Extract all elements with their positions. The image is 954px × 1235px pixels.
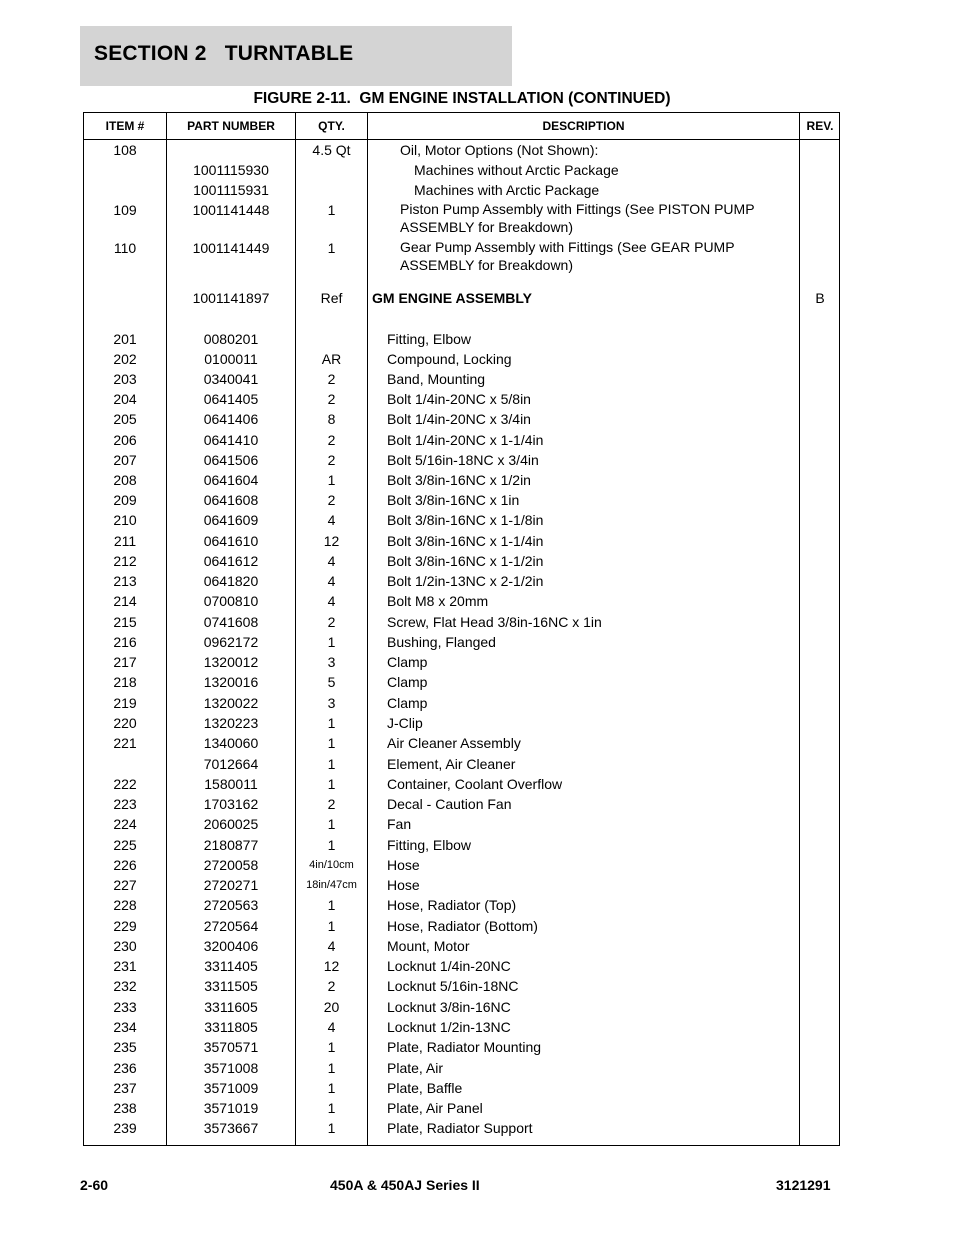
part-number: 1580011 <box>204 776 258 792</box>
part-number: 1001141448 <box>192 202 270 218</box>
description: Plate, Baffle <box>387 1080 463 1096</box>
description: Bolt 3/8in-16NC x 1-1/4in <box>387 533 544 549</box>
quantity: 4 <box>327 512 336 528</box>
description: Hose <box>387 877 420 893</box>
header-qty: QTY. <box>318 119 345 133</box>
item-number: 236 <box>113 1060 137 1076</box>
item-number: 213 <box>113 573 137 589</box>
description: Band, Mounting <box>387 371 486 387</box>
description: Element, Air Cleaner <box>387 756 516 772</box>
quantity: 12 <box>323 533 340 549</box>
item-number: 205 <box>113 411 137 427</box>
table-row <box>84 694 839 714</box>
description: Fitting, Elbow <box>387 837 472 853</box>
item-number: 222 <box>113 776 137 792</box>
table-row <box>84 532 839 552</box>
table-row <box>84 1018 839 1038</box>
part-number: 1703162 <box>203 796 259 812</box>
description: Machines with Arctic Package <box>414 182 600 198</box>
item-number: 202 <box>113 351 137 367</box>
section-title: SECTION 2 TURNTABLE <box>94 42 354 65</box>
quantity: 1 <box>327 1060 336 1076</box>
description: Locknut 3/8in-16NC <box>387 999 511 1015</box>
table-row <box>84 937 839 957</box>
part-number: 3571009 <box>203 1080 259 1096</box>
item-number: 239 <box>113 1120 137 1136</box>
description: Gear Pump Assembly with Fittings (See GEAR PUMP ASSEMBLY for Breakdown) <box>400 239 735 273</box>
part-number: 3311505 <box>204 978 258 994</box>
description: Bolt 3/8in-16NC x 1-1/2in <box>387 553 544 569</box>
description: Mount, Motor <box>387 938 470 954</box>
description: J-Clip <box>387 715 423 731</box>
item-number: 108 <box>113 142 137 158</box>
item-number: 221 <box>113 735 137 751</box>
part-number: 0641609 <box>203 512 259 528</box>
description: Plate, Air Panel <box>387 1100 483 1116</box>
item-number: 233 <box>113 999 137 1015</box>
table-row <box>84 471 839 491</box>
quantity: 1 <box>327 715 336 731</box>
part-number: 2060025 <box>203 816 259 832</box>
table-row <box>84 181 839 201</box>
description: Plate, Air <box>387 1060 444 1076</box>
item-number: 201 <box>113 331 137 347</box>
description: Piston Pump Assembly with Fittings (See PISTON PUMP ASSEMBLY for Breakdown) <box>400 201 755 235</box>
part-number: 3311805 <box>204 1019 258 1035</box>
part-number: 0641610 <box>203 533 259 549</box>
table-row <box>84 755 839 775</box>
description: Locknut 5/16in-18NC <box>387 978 519 994</box>
quantity: 2 <box>327 796 336 812</box>
part-number: 1320022 <box>203 695 259 711</box>
description: Hose, Radiator (Top) <box>387 897 517 913</box>
quantity: 1 <box>327 735 336 751</box>
figure-title: FIGURE 2-11. GM ENGINE INSTALLATION (CONTINUED) <box>253 90 671 107</box>
table-row <box>84 734 839 754</box>
quantity: 4 <box>327 938 336 954</box>
description: Bolt 1/4in-20NC x 5/8in <box>387 391 531 407</box>
item-number: 234 <box>113 1019 137 1035</box>
table-row <box>84 815 839 835</box>
table-row <box>84 1099 839 1119</box>
item-number: 212 <box>113 553 137 569</box>
table-row <box>84 1059 839 1079</box>
description: Hose <box>387 857 420 873</box>
description: Fitting, Elbow <box>387 331 472 347</box>
header-item: ITEM # <box>105 119 145 133</box>
quantity: 1 <box>327 776 336 792</box>
description: Bushing, Flanged <box>387 634 496 650</box>
description: Machines without Arctic Package <box>414 162 619 178</box>
model-name: 450A & 450AJ Series II <box>330 1177 480 1193</box>
quantity: 3 <box>327 654 336 670</box>
item-number: 225 <box>113 837 137 853</box>
part-number: 1320016 <box>203 674 259 690</box>
table-row <box>84 141 839 161</box>
table-row <box>84 201 839 235</box>
quantity: 1 <box>327 918 336 934</box>
item-number: 220 <box>113 715 137 731</box>
part-number: 0641820 <box>203 573 259 589</box>
part-number: 0741608 <box>203 614 259 630</box>
description: Compound, Locking <box>387 351 512 367</box>
quantity: 1 <box>327 1039 336 1055</box>
description: Bolt 1/4in-20NC x 3/4in <box>387 411 531 427</box>
table-row <box>84 714 839 734</box>
part-number: 7012664 <box>203 756 259 772</box>
table-row <box>84 592 839 612</box>
table-row <box>84 673 839 693</box>
part-number: 0641608 <box>203 492 259 508</box>
part-number: 1001141897 <box>192 290 270 306</box>
quantity: 1 <box>327 816 336 832</box>
part-number: 0641604 <box>203 472 259 488</box>
revision: B <box>815 290 825 306</box>
item-number: 226 <box>113 857 137 873</box>
quantity: Ref <box>320 290 343 306</box>
quantity: 1 <box>327 1080 336 1096</box>
quantity: 4 <box>327 553 336 569</box>
table-row <box>84 1079 839 1099</box>
table-row <box>84 876 839 896</box>
part-number: 0700810 <box>203 593 259 609</box>
item-number: 216 <box>113 634 137 650</box>
part-number: 1001115930 <box>193 162 269 178</box>
quantity: 8 <box>327 411 336 427</box>
quantity: 12 <box>323 958 340 974</box>
part-number: 2720563 <box>203 897 259 913</box>
item-number: 228 <box>113 897 137 913</box>
item-number: 219 <box>113 695 137 711</box>
table-row <box>84 410 839 430</box>
quantity: 1 <box>327 837 336 853</box>
quantity: 1 <box>327 240 336 256</box>
quantity: 2 <box>327 978 336 994</box>
part-number: 0641506 <box>203 452 259 468</box>
quantity: 18in/47cm <box>306 879 357 891</box>
quantity: 20 <box>323 999 340 1015</box>
document-number: 3121291 <box>776 1177 831 1193</box>
part-number: 0100011 <box>204 351 258 367</box>
item-number: 208 <box>113 472 137 488</box>
description: Bolt 3/8in-16NC x 1in <box>387 492 520 508</box>
quantity: 4 <box>327 1019 336 1035</box>
item-number: 227 <box>113 877 137 893</box>
table-row <box>84 795 839 815</box>
item-number: 215 <box>113 614 137 630</box>
description: Screw, Flat Head 3/8in-16NC x 1in <box>387 614 602 630</box>
table-row <box>84 856 839 876</box>
table-row <box>84 239 839 273</box>
part-number: 0962172 <box>203 634 259 650</box>
table-row <box>84 917 839 937</box>
description: Clamp <box>387 695 428 711</box>
table-row <box>84 1038 839 1058</box>
description: Locknut 1/2in-13NC <box>387 1019 511 1035</box>
part-number: 2720564 <box>203 918 259 934</box>
quantity: 2 <box>327 391 336 407</box>
item-number: 224 <box>113 816 137 832</box>
quantity: 2 <box>327 371 336 387</box>
item-number: 230 <box>113 938 137 954</box>
item-number: 232 <box>113 978 137 994</box>
item-number: 231 <box>113 958 137 974</box>
table-row <box>84 350 839 370</box>
item-number: 209 <box>113 492 137 508</box>
table-row <box>84 896 839 916</box>
header-part-number: PART NUMBER <box>187 119 275 133</box>
table-row <box>84 451 839 471</box>
item-number: 235 <box>113 1039 137 1055</box>
quantity: 2 <box>327 432 336 448</box>
quantity: 2 <box>327 452 336 468</box>
description: Clamp <box>387 674 428 690</box>
quantity: 1 <box>327 472 336 488</box>
quantity: 1 <box>327 202 336 218</box>
part-number: 0641406 <box>203 411 259 427</box>
description: Decal - Caution Fan <box>387 796 512 812</box>
description: Bolt 1/4in-20NC x 1-1/4in <box>387 432 544 448</box>
part-number: 3573667 <box>203 1120 259 1136</box>
part-number: 1320223 <box>203 715 259 731</box>
part-number: 0080201 <box>203 331 259 347</box>
table-row <box>84 613 839 633</box>
item-number: 207 <box>113 452 137 468</box>
description: Plate, Radiator Mounting <box>387 1039 542 1055</box>
item-number: 204 <box>113 391 137 407</box>
quantity: 4 <box>327 573 336 589</box>
description: Bolt M8 x 20mm <box>387 593 489 609</box>
page-number: 2-60 <box>80 1177 109 1193</box>
table-row <box>84 161 839 181</box>
table-row <box>84 653 839 673</box>
quantity: 4.5 Qt <box>312 142 351 158</box>
table-row <box>84 390 839 410</box>
part-number: 3571019 <box>203 1100 259 1116</box>
quantity: AR <box>321 351 342 367</box>
description: Oil, Motor Options (Not Shown): <box>400 142 599 158</box>
table-row <box>84 491 839 511</box>
description: Plate, Radiator Support <box>387 1120 533 1136</box>
part-number: 1340060 <box>203 735 259 751</box>
quantity: 3 <box>327 695 336 711</box>
part-number: 0641405 <box>203 391 259 407</box>
table-row <box>84 511 839 531</box>
description: Air Cleaner Assembly <box>387 735 521 751</box>
description: GM ENGINE ASSEMBLY <box>372 290 532 306</box>
part-number: 1320012 <box>203 654 259 670</box>
part-number: 3570571 <box>203 1039 259 1055</box>
item-number: 217 <box>113 654 137 670</box>
quantity: 1 <box>327 756 336 772</box>
quantity: 5 <box>327 674 336 690</box>
item-number: 110 <box>113 240 137 256</box>
quantity: 1 <box>327 1120 336 1136</box>
parts-table <box>83 112 840 1146</box>
quantity: 2 <box>327 614 336 630</box>
header-divider <box>84 139 839 140</box>
table-row <box>84 552 839 572</box>
part-number: 3571008 <box>203 1060 259 1076</box>
description: Clamp <box>387 654 428 670</box>
table-row <box>84 836 839 856</box>
table-row <box>84 330 839 350</box>
quantity: 2 <box>327 492 336 508</box>
item-number: 203 <box>113 371 137 387</box>
header-description: DESCRIPTION <box>542 119 625 133</box>
item-number: 211 <box>113 533 137 549</box>
quantity: 1 <box>327 634 336 650</box>
quantity: 1 <box>327 897 336 913</box>
item-number: 210 <box>113 512 137 528</box>
description: Locknut 1/4in-20NC <box>387 958 511 974</box>
quantity: 4in/10cm <box>309 859 354 871</box>
part-number: 3311605 <box>204 999 258 1015</box>
part-number: 2720271 <box>203 877 259 893</box>
table-row <box>84 572 839 592</box>
table-row <box>84 775 839 795</box>
part-number: 3311405 <box>204 958 258 974</box>
section-header <box>80 26 512 86</box>
table-row <box>84 977 839 997</box>
description: Bolt 5/16in-18NC x 3/4in <box>387 452 539 468</box>
header-rev: REV. <box>806 119 834 133</box>
quantity: 4 <box>327 593 336 609</box>
part-number: 0641410 <box>203 432 259 448</box>
part-number: 0641612 <box>203 553 259 569</box>
item-number: 237 <box>113 1080 137 1096</box>
item-number: 223 <box>113 796 137 812</box>
part-number: 1001141449 <box>192 240 270 256</box>
item-number: 238 <box>113 1100 137 1116</box>
part-number: 2720058 <box>203 857 259 873</box>
quantity: 1 <box>327 1100 336 1116</box>
table-row <box>84 289 839 309</box>
item-number: 214 <box>113 593 137 609</box>
description: Hose, Radiator (Bottom) <box>387 918 538 934</box>
item-number: 229 <box>113 918 137 934</box>
table-row <box>84 431 839 451</box>
table-row <box>84 633 839 653</box>
description: Container, Coolant Overflow <box>387 776 563 792</box>
item-number: 218 <box>113 674 137 690</box>
table-row <box>84 998 839 1018</box>
item-number: 109 <box>113 202 137 218</box>
part-number: 0340041 <box>203 371 259 387</box>
table-row <box>84 1119 839 1139</box>
description: Fan <box>387 816 412 832</box>
table-row <box>84 957 839 977</box>
description: Bolt 3/8in-16NC x 1-1/8in <box>387 512 544 528</box>
description: Bolt 3/8in-16NC x 1/2in <box>387 472 531 488</box>
item-number: 206 <box>113 432 137 448</box>
part-number: 1001115931 <box>193 182 269 198</box>
part-number: 2180877 <box>203 837 259 853</box>
table-row <box>84 370 839 390</box>
part-number: 3200406 <box>203 938 259 954</box>
description: Bolt 1/2in-13NC x 2-1/2in <box>387 573 544 589</box>
